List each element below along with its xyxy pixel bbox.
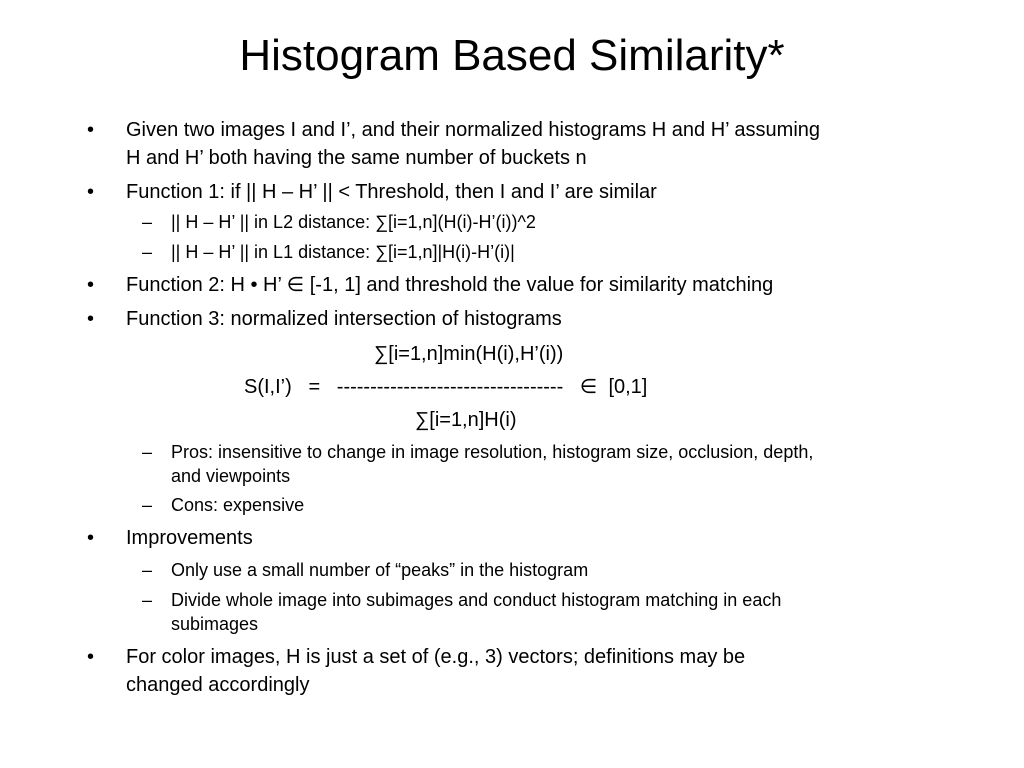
formula-equation: S(I,I’) = ---------------------------------- ∈ [0,1]	[244, 376, 648, 398]
formula-numerator: ∑[i=1,n]min(H(i),H’(i))	[374, 343, 564, 365]
bullet-marker: •	[87, 119, 95, 141]
bullet-marker: •	[87, 646, 95, 668]
sub-bullet-text: || H – H’ || in L2 distance: ∑[i=1,n](H(i)-H’(i))^2	[171, 212, 536, 232]
sub-bullet-text: Only use a small number of “peaks” in the histogram	[171, 560, 589, 580]
bullet-text: Function 2: H • H’ ∈ [-1, 1] and threshold the value for similarity matching	[126, 274, 774, 296]
bullet-marker: •	[87, 181, 95, 203]
formula-denominator: ∑[i=1,n]H(i)	[415, 409, 517, 431]
sub-bullet-text: Cons: expensive	[171, 495, 305, 515]
bullet-text: For color images, H is just a set of (e.g., 3) vectors; definitions may be	[126, 646, 746, 668]
bullet-marker: •	[87, 274, 95, 296]
sub-bullet-text: Pros: insensitive to change in image resolution, histogram size, occlusion, depth,	[171, 442, 814, 462]
sub-bullet-marker: –	[142, 242, 153, 262]
sub-bullet-text: || H – H’ || in L1 distance: ∑[i=1,n]|H(i)-H’(i)|	[171, 242, 515, 262]
bullet-text: H and H’ both having the same number of buckets n	[126, 147, 587, 169]
sub-bullet-text: subimages	[171, 614, 259, 634]
bullet-text: Function 3: normalized intersection of histograms	[126, 308, 562, 330]
sub-bullet-text: and viewpoints	[171, 466, 291, 486]
bullet-marker: •	[87, 308, 95, 330]
sub-bullet-marker: –	[142, 590, 153, 610]
sub-bullet-marker: –	[142, 495, 153, 515]
slide-title: Histogram Based Similarity*	[239, 31, 785, 80]
sub-bullet-marker: –	[142, 442, 153, 462]
sub-bullet-text: Divide whole image into subimages and conduct histogram matching in each	[171, 590, 782, 610]
bullet-text: changed accordingly	[126, 674, 310, 696]
sub-bullet-marker: –	[142, 560, 153, 580]
sub-bullet-marker: –	[142, 212, 153, 232]
bullet-text: Given two images I and I’, and their normalized histograms H and H’ assuming	[126, 119, 821, 141]
bullet-marker: •	[87, 527, 95, 549]
bullet-text: Improvements	[126, 527, 253, 549]
bullet-text: Function 1: if || H – H’ || < Threshold, then I and I’ are similar	[126, 181, 657, 203]
